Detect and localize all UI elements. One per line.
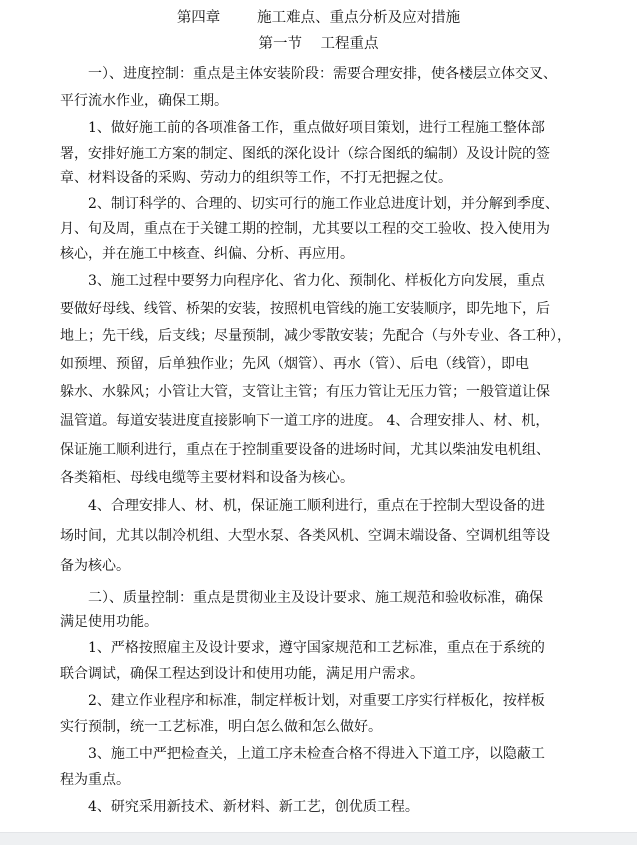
paragraph-line: 程为重点。 [60,772,130,788]
paragraph-line: 1、严格按照雇主及设计要求，遵守国家规范和工艺标准，重点在于系统的 [88,640,545,656]
paragraph-line: 2、建立作业程序和标准，制定样板计划，对重要工序实行样板化，按样板 [88,693,545,709]
paragraph-line: 平行流水作业，确保工期。 [60,93,228,109]
paragraph-line: 地上；先干线，后支线；尽量预制，减少零散安装；先配合（与外专业、各工种）， [60,328,571,344]
paragraph-line: 1、做好施工前的各项准备工作，重点做好项目策划，进行工程施工整体部 [88,120,545,136]
paragraph-line: 躲水、水躲风；小管让大管，支管让主管；有压力管让无压力管；一般管道让保 [60,384,550,400]
paragraph-line: 4、合理安排人、材、机，保证施工顺利进行，重点在于控制大型设备的进 [88,498,545,514]
paragraph-line: 二）、质量控制：重点是贯彻业主及设计要求、施工规范和验收标准，确保 [88,590,543,606]
paragraph-line: 保证施工顺利进行，重点在于控制重要设备的进场时间，尤其以柴油发电机组、 [60,442,550,458]
paragraph-line: 温管道。每道安装进度直接影响下一道工序的进度。 4、合理安排人、材、机， [60,413,550,429]
paragraph-line: 4、研究采用新技术、新材料、新工艺，创优质工程。 [88,799,419,815]
paragraph-line: 备为核心。 [60,558,130,574]
chapter-title: 第四章 施工难点、重点分析及应对措施 [176,10,461,26]
paragraph-line: 月、旬及周，重点在于关键工期的控制，尤其要以工程的交工验收、投入使用为 [60,221,550,237]
paragraph-line: 如预埋、预留，后单独作业；先风（烟管）、再水（管）、后电（线管），即电 [60,356,529,372]
paragraph-line: 3、施工中严把检查关，上道工序未检查合格不得进入下道工序，以隐蔽工 [88,746,545,762]
paragraph-line: 要做好母线、线管、桥架的安装，按照机电管线的施工安装顺序，即先地下，后 [60,301,550,317]
paragraph-line: 3、施工过程中要努力向程序化、省力化、预制化、样板化方向发展，重点 [88,273,545,289]
paragraph-line: 署，安排好施工方案的制定、图纸的深化设计（综合图纸的编制）及设计院的签 [60,146,550,162]
viewer-bottom-strip [0,832,637,845]
paragraph-line: 场时间，尤其以制冷机组、大型水泵、各类风机、空调末端设备、空调机组等设 [60,528,550,544]
paragraph-line: 2、制订科学的、合理的、切实可行的施工作业总进度计划，并分解到季度、 [88,196,559,212]
paragraph-line: 联合调试，确保工程达到设计和使用功能，满足用户需求。 [60,666,424,682]
paragraph-line: 一）、进度控制：重点是主体安装阶段：需要合理安排，使各楼层立体交叉、 [88,66,557,82]
paragraph-line: 各类箱柜、母线电缆等主要材料和设备为核心。 [60,470,354,486]
paragraph-line: 章、材料设备的采购、劳动力的组织等工作，不打无把握之仗。 [60,170,452,186]
section-title: 第一节 工程重点 [258,36,379,52]
paragraph-line: 满足使用功能。 [60,614,158,630]
paragraph-line: 核心，并在施工中核查、纠偏、分析、再应用。 [60,246,354,262]
paragraph-line: 实行预制，统一工艺标准，明白怎么做和怎么做好。 [60,719,382,735]
